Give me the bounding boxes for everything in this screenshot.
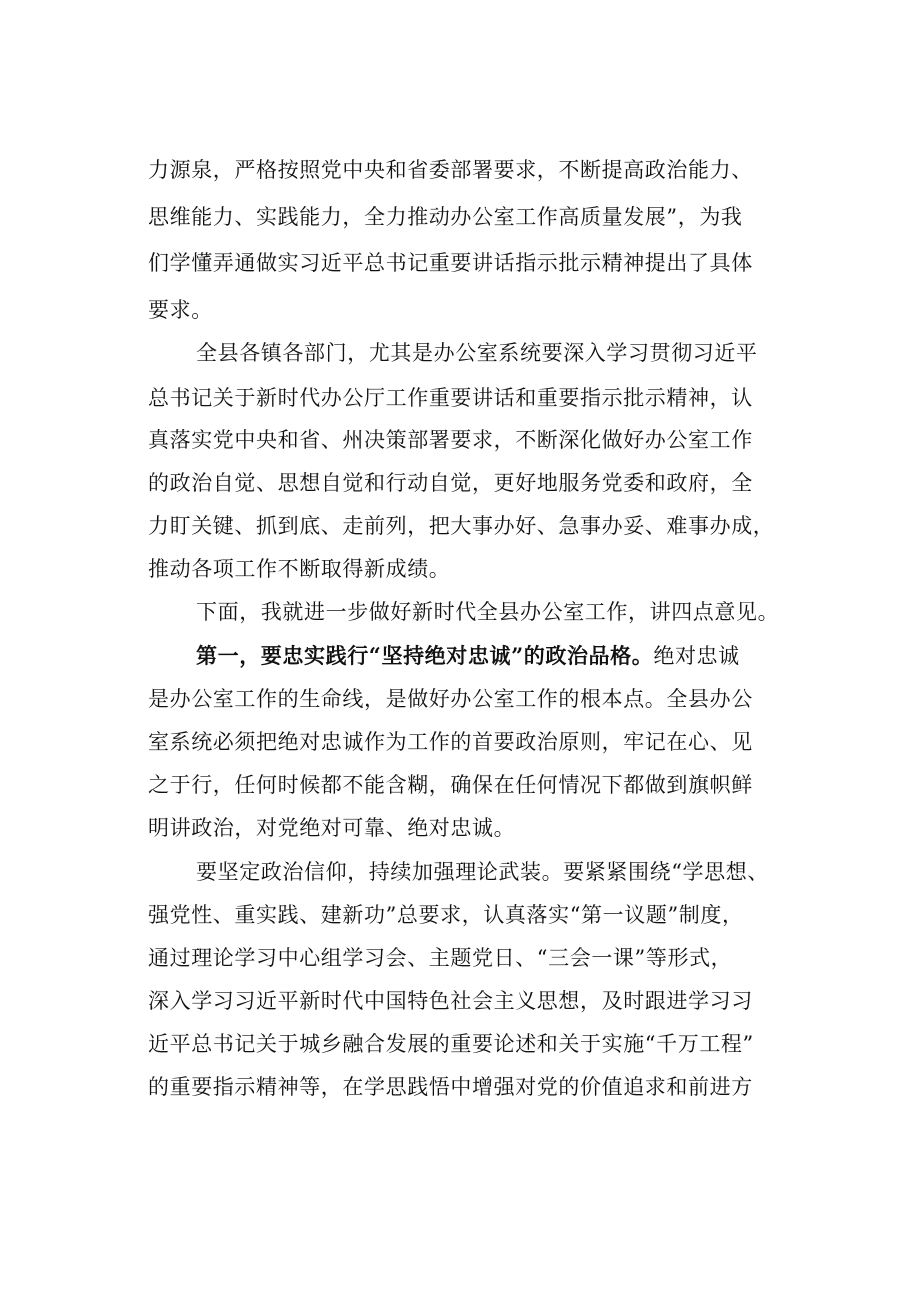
text-line: [148, 554, 828, 584]
line-segment: 通过理论学习中心组学习会、主题党日、“三会一课”等形式，: [148, 946, 733, 970]
line-segment: 全县各镇各部门，尤其是办公室系统要深入学习贯彻习近平: [196, 341, 758, 365]
line-segment: 力盯关键、抓到底、走前列，把大事办好、急事办妥、难事办成，: [148, 514, 775, 538]
text-line: [148, 986, 828, 1016]
line-segment: 们学懂弄通做实习近平总书记重要讲话指示批示精神提出了具体: [148, 251, 753, 275]
text-line: [148, 770, 828, 800]
text-line: [148, 1029, 828, 1059]
text-line: [148, 383, 828, 413]
text-line: [196, 641, 876, 671]
text-line: [196, 338, 876, 368]
line-segment: 要坚定政治信仰，持续加强理论武装。要紧紧围绕“学思想、: [196, 860, 769, 884]
text-line: [148, 468, 828, 498]
text-line: [148, 511, 828, 541]
line-segment: 的政治自觉、思想自觉和行动自觉，更好地服务党委和政府，全: [148, 471, 753, 495]
line-segment: 之于行，任何时候都不能含糊，确保在任何情况下都做到旗帜鲜: [148, 773, 753, 797]
line-segment: 强党性、重实践、建新功”总要求，认真落实“第一议题”制度，: [148, 903, 744, 927]
line-segment: 下面，我就进一步做好新时代全县办公室工作，讲四点意见。: [196, 600, 780, 624]
line-segment: 思维能力、实践能力，全力推动办公室工作高质量发展”，为我: [148, 205, 743, 229]
line-segment: 明讲政治，对党绝对可靠、绝对忠诚。: [148, 816, 516, 840]
text-line: [148, 900, 828, 930]
line-segment: 力源泉，严格按照党中央和省委部署要求，不断提高政治能力、: [148, 158, 753, 182]
text-line: [148, 727, 828, 757]
line-segment: 是办公室工作的生命线，是做好办公室工作的根本点。全县办公: [148, 687, 753, 711]
text-line: [148, 155, 828, 185]
text-line: [148, 1072, 828, 1102]
text-line: [148, 684, 828, 714]
line-segment: 总书记关于新时代办公厅工作重要讲话和重要指示批示精神，认: [148, 386, 753, 410]
text-line: [148, 202, 828, 232]
text-line: [148, 813, 828, 843]
line-segment: 深入学习习近平新时代中国特色社会主义思想，及时跟进学习习: [148, 989, 753, 1013]
text-line: [196, 857, 876, 887]
text-line: [148, 425, 828, 455]
text-line: [148, 248, 828, 278]
line-segment: 要求。: [148, 298, 213, 322]
line-segment: 的重要指示精神等，在学思践悟中增强对党的价值追求和前进方: [148, 1075, 753, 1099]
text-line: [196, 597, 876, 627]
line-segment: 推动各项工作不断取得新成绩。: [148, 557, 451, 581]
line-segment: 室系统必须把绝对忠诚作为工作的首要政治原则，牢记在心、见: [148, 730, 753, 754]
line-segment: 绝对忠诚: [653, 644, 740, 668]
text-line: [148, 295, 828, 325]
line-segment: 近平总书记关于城乡融合发展的重要论述和关于实施“千万工程”: [148, 1032, 754, 1056]
line-segment: 真落实党中央和省、州决策部署要求，不断深化做好办公室工作: [148, 428, 753, 452]
section-heading: 第一，要忠实践行“坚持绝对忠诚”的政治品格。: [196, 643, 654, 668]
text-line: [148, 943, 828, 973]
